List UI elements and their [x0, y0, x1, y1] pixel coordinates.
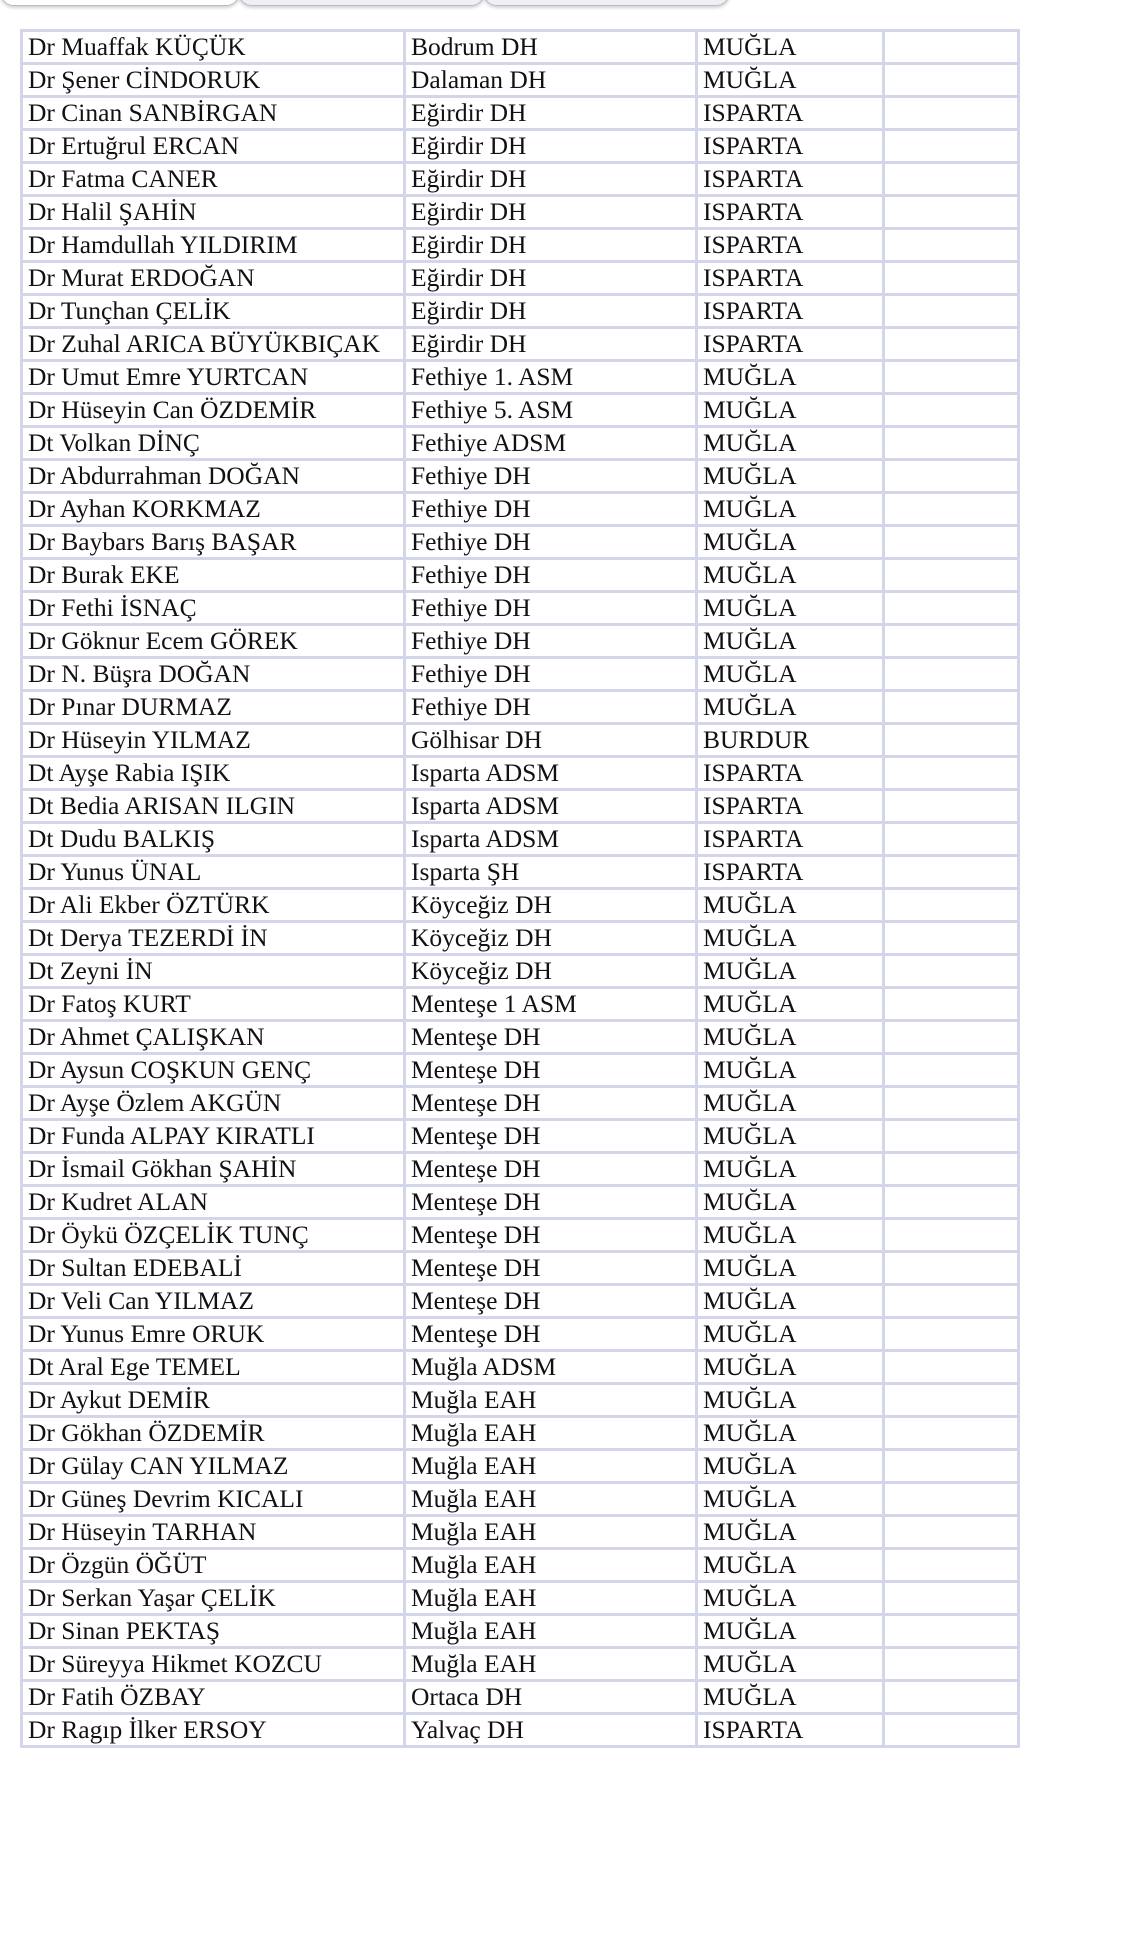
table-row: [22, 1087, 1019, 1120]
empty-cell: [884, 823, 1019, 856]
province-cell: MUĞLA: [697, 1318, 884, 1351]
name-cell: Dr Zuhal ARICA BÜYÜKBIÇAK: [22, 328, 405, 361]
name-cell: Dr Ragıp İlker ERSOY: [22, 1714, 405, 1747]
table-row: [22, 229, 1019, 262]
empty-cell: [884, 328, 1019, 361]
province-cell: MUĞLA: [697, 922, 884, 955]
empty-cell: [884, 1714, 1019, 1747]
province-cell: MUĞLA: [697, 1120, 884, 1153]
table-row: [22, 427, 1019, 460]
institution-cell: Ortaca DH: [405, 1681, 697, 1714]
table-row: [22, 1384, 1019, 1417]
empty-cell: [884, 229, 1019, 262]
institution-cell: Isparta ADSM: [405, 757, 697, 790]
table-row: [22, 790, 1019, 823]
institution-cell: Dalaman DH: [405, 64, 697, 97]
province-cell: ISPARTA: [697, 163, 884, 196]
province-cell: MUĞLA: [697, 1648, 884, 1681]
province-cell: MUĞLA: [697, 559, 884, 592]
table-row: [22, 460, 1019, 493]
empty-cell: [884, 691, 1019, 724]
table-row: [22, 196, 1019, 229]
name-cell: Dr Tunçhan ÇELİK: [22, 295, 405, 328]
table-row: [22, 724, 1019, 757]
institution-cell: Menteşe DH: [405, 1120, 697, 1153]
province-cell: ISPARTA: [697, 856, 884, 889]
institution-cell: Muğla EAH: [405, 1549, 697, 1582]
empty-cell: [884, 1351, 1019, 1384]
tab-3[interactable]: [483, 0, 730, 6]
name-cell: Dr Aykut DEMİR: [22, 1384, 405, 1417]
institution-cell: Gölhisar DH: [405, 724, 697, 757]
empty-cell: [884, 427, 1019, 460]
empty-cell: [884, 97, 1019, 130]
empty-cell: [884, 196, 1019, 229]
institution-cell: Fethiye DH: [405, 526, 697, 559]
empty-cell: [884, 64, 1019, 97]
institution-cell: Isparta ADSM: [405, 790, 697, 823]
name-cell: Dr Hamdullah YILDIRIM: [22, 229, 405, 262]
institution-cell: Muğla EAH: [405, 1516, 697, 1549]
province-cell: MUĞLA: [697, 1450, 884, 1483]
name-cell: Dt Volkan DİNÇ: [22, 427, 405, 460]
institution-cell: Muğla EAH: [405, 1483, 697, 1516]
empty-cell: [884, 1318, 1019, 1351]
table-row: [22, 922, 1019, 955]
table-row: [22, 1021, 1019, 1054]
empty-cell: [884, 361, 1019, 394]
empty-cell: [884, 460, 1019, 493]
table-row: [22, 757, 1019, 790]
empty-cell: [884, 1582, 1019, 1615]
empty-cell: [884, 1087, 1019, 1120]
province-cell: ISPARTA: [697, 757, 884, 790]
institution-cell: Menteşe DH: [405, 1186, 697, 1219]
table-row: [22, 1483, 1019, 1516]
institution-cell: Köyceğiz DH: [405, 922, 697, 955]
table-row: [22, 1054, 1019, 1087]
empty-cell: [884, 1615, 1019, 1648]
province-cell: MUĞLA: [697, 1153, 884, 1186]
empty-cell: [884, 1153, 1019, 1186]
province-cell: ISPARTA: [697, 1714, 884, 1747]
province-cell: MUĞLA: [697, 1186, 884, 1219]
province-cell: MUĞLA: [697, 988, 884, 1021]
institution-cell: Eğirdir DH: [405, 328, 697, 361]
institution-cell: Eğirdir DH: [405, 262, 697, 295]
empty-cell: [884, 1549, 1019, 1582]
table-row: [22, 658, 1019, 691]
province-cell: ISPARTA: [697, 196, 884, 229]
name-cell: Dr Cinan SANBİRGAN: [22, 97, 405, 130]
name-cell: Dr Ayşe Özlem AKGÜN: [22, 1087, 405, 1120]
institution-cell: Fethiye DH: [405, 559, 697, 592]
name-cell: Dr Şener CİNDORUK: [22, 64, 405, 97]
institution-cell: Muğla ADSM: [405, 1351, 697, 1384]
empty-cell: [884, 922, 1019, 955]
institution-cell: Muğla EAH: [405, 1450, 697, 1483]
province-cell: MUĞLA: [697, 1252, 884, 1285]
empty-cell: [884, 1186, 1019, 1219]
name-cell: Dr Hüseyin TARHAN: [22, 1516, 405, 1549]
empty-cell: [884, 1285, 1019, 1318]
name-cell: Dr Aysun COŞKUN GENÇ: [22, 1054, 405, 1087]
province-cell: MUĞLA: [697, 1021, 884, 1054]
name-cell: Dt Bedia ARISAN ILGIN: [22, 790, 405, 823]
name-cell: Dr Ali Ekber ÖZTÜRK: [22, 889, 405, 922]
name-cell: Dt Ayşe Rabia IŞIK: [22, 757, 405, 790]
province-cell: MUĞLA: [697, 1384, 884, 1417]
empty-cell: [884, 163, 1019, 196]
name-cell: Dr Fethi İSNAÇ: [22, 592, 405, 625]
institution-cell: Muğla EAH: [405, 1582, 697, 1615]
table-row: [22, 1582, 1019, 1615]
province-cell: MUĞLA: [697, 1285, 884, 1318]
empty-cell: [884, 1054, 1019, 1087]
institution-cell: Menteşe DH: [405, 1219, 697, 1252]
empty-cell: [884, 1483, 1019, 1516]
table-row: [22, 1549, 1019, 1582]
province-cell: ISPARTA: [697, 262, 884, 295]
name-cell: Dr Ahmet ÇALIŞKAN: [22, 1021, 405, 1054]
province-cell: MUĞLA: [697, 592, 884, 625]
table-row: [22, 1186, 1019, 1219]
province-cell: BURDUR: [697, 724, 884, 757]
province-cell: ISPARTA: [697, 295, 884, 328]
table-row: [22, 130, 1019, 163]
empty-cell: [884, 658, 1019, 691]
name-cell: Dr Baybars Barış BAŞAR: [22, 526, 405, 559]
name-cell: Dr Yunus Emre ORUK: [22, 1318, 405, 1351]
table-row: [22, 328, 1019, 361]
name-cell: Dr Umut Emre YURTCAN: [22, 361, 405, 394]
institution-cell: Fethiye DH: [405, 592, 697, 625]
institution-cell: Fethiye 1. ASM: [405, 361, 697, 394]
name-cell: Dr Özgün ÖĞÜT: [22, 1549, 405, 1582]
province-cell: ISPARTA: [697, 328, 884, 361]
province-cell: MUĞLA: [697, 1417, 884, 1450]
table-row: [22, 1219, 1019, 1252]
province-cell: MUĞLA: [697, 1681, 884, 1714]
province-cell: MUĞLA: [697, 1516, 884, 1549]
empty-cell: [884, 262, 1019, 295]
name-cell: Dr Fatih ÖZBAY: [22, 1681, 405, 1714]
empty-cell: [884, 790, 1019, 823]
name-cell: Dt Dudu BALKIŞ: [22, 823, 405, 856]
province-cell: MUĞLA: [697, 1054, 884, 1087]
tab-1[interactable]: [0, 0, 240, 6]
table-row: [22, 526, 1019, 559]
name-cell: Dr Göknur Ecem GÖREK: [22, 625, 405, 658]
table-row: [22, 988, 1019, 1021]
province-cell: ISPARTA: [697, 229, 884, 262]
name-cell: Dr Hüseyin YILMAZ: [22, 724, 405, 757]
institution-cell: Köyceğiz DH: [405, 955, 697, 988]
name-cell: Dr Murat ERDOĞAN: [22, 262, 405, 295]
institution-cell: Bodrum DH: [405, 31, 697, 64]
province-cell: MUĞLA: [697, 955, 884, 988]
name-cell: Dr Sultan EDEBALİ: [22, 1252, 405, 1285]
name-cell: Dr Öykü ÖZÇELİK TUNÇ: [22, 1219, 405, 1252]
name-cell: Dr Serkan Yaşar ÇELİK: [22, 1582, 405, 1615]
table-row: [22, 856, 1019, 889]
table-row: [22, 955, 1019, 988]
tab-2[interactable]: [238, 0, 485, 6]
empty-cell: [884, 1417, 1019, 1450]
province-cell: MUĞLA: [697, 427, 884, 460]
name-cell: Dr Hüseyin Can ÖZDEMİR: [22, 394, 405, 427]
province-cell: MUĞLA: [697, 526, 884, 559]
province-cell: MUĞLA: [697, 31, 884, 64]
empty-cell: [884, 1681, 1019, 1714]
table-row: [22, 592, 1019, 625]
empty-cell: [884, 394, 1019, 427]
empty-cell: [884, 1516, 1019, 1549]
institution-cell: Eğirdir DH: [405, 295, 697, 328]
name-cell: Dr Veli Can YILMAZ: [22, 1285, 405, 1318]
empty-cell: [884, 1384, 1019, 1417]
empty-cell: [884, 295, 1019, 328]
institution-cell: Fethiye DH: [405, 493, 697, 526]
institution-cell: Menteşe DH: [405, 1318, 697, 1351]
name-cell: Dr Ayhan KORKMAZ: [22, 493, 405, 526]
table-row: [22, 31, 1019, 64]
table-row: [22, 823, 1019, 856]
name-cell: Dr Gökhan ÖZDEMİR: [22, 1417, 405, 1450]
institution-cell: Fethiye 5. ASM: [405, 394, 697, 427]
empty-cell: [884, 1021, 1019, 1054]
table-row: [22, 889, 1019, 922]
table-row: [22, 1681, 1019, 1714]
empty-cell: [884, 856, 1019, 889]
institution-cell: Eğirdir DH: [405, 229, 697, 262]
empty-cell: [884, 757, 1019, 790]
province-cell: MUĞLA: [697, 361, 884, 394]
institution-cell: Fethiye DH: [405, 658, 697, 691]
top-tab-strip: [0, 0, 1134, 12]
empty-cell: [884, 625, 1019, 658]
institution-cell: Fethiye DH: [405, 691, 697, 724]
name-cell: Dt Zeyni İN: [22, 955, 405, 988]
name-cell: Dr Burak EKE: [22, 559, 405, 592]
table-row: [22, 1648, 1019, 1681]
institution-cell: Eğirdir DH: [405, 97, 697, 130]
empty-cell: [884, 559, 1019, 592]
province-cell: MUĞLA: [697, 1351, 884, 1384]
empty-cell: [884, 724, 1019, 757]
name-cell: Dr Fatma CANER: [22, 163, 405, 196]
table-row: [22, 559, 1019, 592]
name-cell: Dr Kudret ALAN: [22, 1186, 405, 1219]
empty-cell: [884, 493, 1019, 526]
institution-cell: Fethiye ADSM: [405, 427, 697, 460]
table-row: [22, 691, 1019, 724]
name-cell: Dr Ertuğrul ERCAN: [22, 130, 405, 163]
institution-cell: Isparta ŞH: [405, 856, 697, 889]
table-row: [22, 493, 1019, 526]
institution-cell: Menteşe DH: [405, 1054, 697, 1087]
empty-cell: [884, 1252, 1019, 1285]
province-cell: MUĞLA: [697, 1087, 884, 1120]
table-row: [22, 163, 1019, 196]
empty-cell: [884, 1120, 1019, 1153]
table-body: [22, 31, 1019, 1747]
institution-cell: Yalvaç DH: [405, 1714, 697, 1747]
institution-cell: Menteşe DH: [405, 1252, 697, 1285]
province-cell: MUĞLA: [697, 691, 884, 724]
institution-cell: Menteşe DH: [405, 1153, 697, 1186]
name-cell: Dt Aral Ege TEMEL: [22, 1351, 405, 1384]
institution-cell: Fethiye DH: [405, 625, 697, 658]
name-cell: Dr Süreyya Hikmet KOZCU: [22, 1648, 405, 1681]
name-cell: Dr Muaffak KÜÇÜK: [22, 31, 405, 64]
name-cell: Dr Sinan PEKTAŞ: [22, 1615, 405, 1648]
table-row: [22, 1516, 1019, 1549]
table-row: [22, 361, 1019, 394]
institution-cell: Muğla EAH: [405, 1648, 697, 1681]
institution-cell: Menteşe DH: [405, 1285, 697, 1318]
table-row: [22, 1153, 1019, 1186]
empty-cell: [884, 988, 1019, 1021]
empty-cell: [884, 1450, 1019, 1483]
province-cell: MUĞLA: [697, 889, 884, 922]
institution-cell: Fethiye DH: [405, 460, 697, 493]
province-cell: MUĞLA: [697, 1483, 884, 1516]
institution-cell: Menteşe DH: [405, 1021, 697, 1054]
province-cell: MUĞLA: [697, 625, 884, 658]
institution-cell: Menteşe DH: [405, 1087, 697, 1120]
institution-cell: Menteşe 1 ASM: [405, 988, 697, 1021]
province-cell: ISPARTA: [697, 790, 884, 823]
province-cell: MUĞLA: [697, 658, 884, 691]
table-row: [22, 1615, 1019, 1648]
name-cell: Dr Gülay CAN YILMAZ: [22, 1450, 405, 1483]
institution-cell: Muğla EAH: [405, 1615, 697, 1648]
institution-cell: Eğirdir DH: [405, 130, 697, 163]
name-cell: Dr Halil ŞAHİN: [22, 196, 405, 229]
name-cell: Dr Yunus ÜNAL: [22, 856, 405, 889]
table-row: [22, 394, 1019, 427]
province-cell: MUĞLA: [697, 1615, 884, 1648]
province-cell: ISPARTA: [697, 823, 884, 856]
name-cell: Dr Abdurrahman DOĞAN: [22, 460, 405, 493]
province-cell: MUĞLA: [697, 493, 884, 526]
name-cell: Dr İsmail Gökhan ŞAHİN: [22, 1153, 405, 1186]
empty-cell: [884, 130, 1019, 163]
table-row: [22, 1318, 1019, 1351]
table-row: [22, 97, 1019, 130]
table-row: [22, 295, 1019, 328]
name-cell: Dt Derya TEZERDİ İN: [22, 922, 405, 955]
province-cell: MUĞLA: [697, 460, 884, 493]
table-row: [22, 625, 1019, 658]
empty-cell: [884, 526, 1019, 559]
table-row: [22, 1714, 1019, 1747]
table-row: [22, 64, 1019, 97]
name-cell: Dr Funda ALPAY KIRATLI: [22, 1120, 405, 1153]
empty-cell: [884, 1648, 1019, 1681]
personnel-table: [20, 29, 1020, 1748]
name-cell: Dr Fatoş KURT: [22, 988, 405, 1021]
institution-cell: Isparta ADSM: [405, 823, 697, 856]
empty-cell: [884, 889, 1019, 922]
institution-cell: Köyceğiz DH: [405, 889, 697, 922]
table-row: [22, 1120, 1019, 1153]
province-cell: ISPARTA: [697, 130, 884, 163]
empty-cell: [884, 592, 1019, 625]
province-cell: MUĞLA: [697, 64, 884, 97]
empty-cell: [884, 31, 1019, 64]
province-cell: ISPARTA: [697, 97, 884, 130]
name-cell: Dr Pınar DURMAZ: [22, 691, 405, 724]
province-cell: MUĞLA: [697, 1582, 884, 1615]
table-row: [22, 1417, 1019, 1450]
institution-cell: Muğla EAH: [405, 1417, 697, 1450]
province-cell: MUĞLA: [697, 394, 884, 427]
empty-cell: [884, 1219, 1019, 1252]
table-row: [22, 1252, 1019, 1285]
name-cell: Dr N. Büşra DOĞAN: [22, 658, 405, 691]
table-row: [22, 1285, 1019, 1318]
table-row: [22, 1351, 1019, 1384]
province-cell: MUĞLA: [697, 1549, 884, 1582]
institution-cell: Eğirdir DH: [405, 196, 697, 229]
table-row: [22, 262, 1019, 295]
table-row: [22, 1450, 1019, 1483]
empty-cell: [884, 955, 1019, 988]
name-cell: Dr Güneş Devrim KICALI: [22, 1483, 405, 1516]
institution-cell: Muğla EAH: [405, 1384, 697, 1417]
province-cell: MUĞLA: [697, 1219, 884, 1252]
institution-cell: Eğirdir DH: [405, 163, 697, 196]
